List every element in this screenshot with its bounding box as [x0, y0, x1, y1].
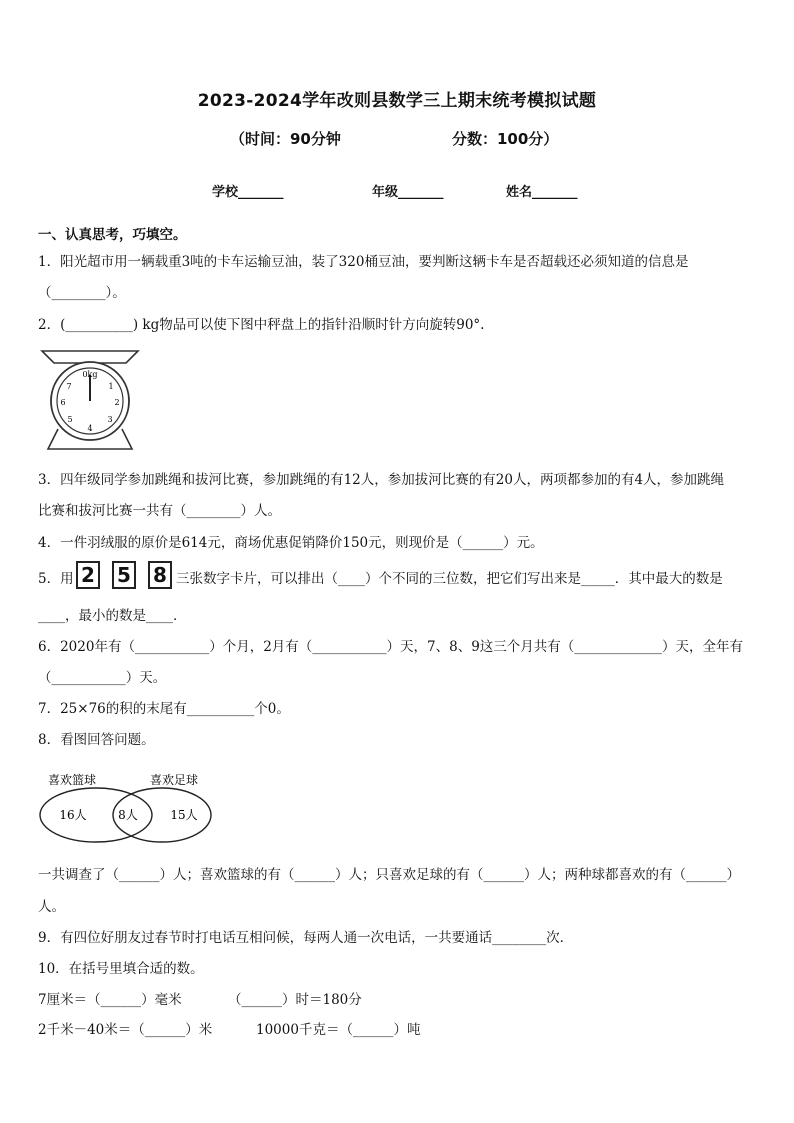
- question-9: 9．有四位好朋友过春节时打电话互相问候，每两人通一次电话，一共要通话________次．: [38, 930, 574, 946]
- section-heading: 一、认真思考，巧填空。: [38, 227, 187, 243]
- question-10: 10．在括号里填合适的数。: [38, 961, 204, 977]
- name-field: 姓名_______: [506, 185, 578, 200]
- question-3-line-2: 比赛和拔河比赛一共有（________）人。: [38, 503, 281, 519]
- question-2: 2．(__________) kg物品可以使下图中秤盘上的指针沿顺时针方向旋转90°.: [38, 317, 485, 333]
- question-10-b: （______）时＝180分: [228, 992, 362, 1008]
- dial-number: 7: [66, 382, 72, 391]
- question-6-line-1: 6．2020年有（___________）个月，2月有（___________）天，7、8、9这三个月共有（_____________）天，全年有: [38, 639, 744, 655]
- question-10-a: 7厘米＝（______）毫米: [38, 992, 182, 1008]
- exam-score: 分数：100分）: [452, 130, 559, 148]
- dial-number: 3: [107, 415, 113, 424]
- dial-number: 5: [67, 415, 73, 424]
- question-4: 4．一件羽绒服的原价是614元，商场优惠促销降价150元，则现价是（______）元。: [38, 535, 544, 551]
- question-10-d: 10000千克＝（______）吨: [256, 1022, 421, 1038]
- dial-number: 4: [87, 424, 93, 433]
- scale-unit-label: 0kg: [82, 370, 98, 379]
- digit-card: 8: [148, 561, 172, 589]
- question-5-prefix: 5．用: [38, 571, 74, 587]
- venn-both: 8人: [118, 808, 138, 822]
- question-8: 8．看图回答问题。: [38, 732, 155, 748]
- grade-field: 年级_______: [372, 185, 444, 200]
- question-8-line-2: 人。: [38, 899, 65, 915]
- dial-number: 6: [60, 398, 66, 407]
- dial-number: 2: [114, 398, 120, 407]
- question-6-line-2: （___________）天。: [38, 670, 167, 686]
- digit-card: 5: [112, 561, 136, 589]
- question-5-line-2: ____，最小的数是____．: [38, 608, 187, 624]
- digit-card: 2: [76, 561, 100, 589]
- exam-time: （时间：90分钟: [230, 130, 341, 148]
- dial-number: 1: [108, 382, 114, 391]
- question-10-c: 2千米－40米＝（______）米: [38, 1022, 213, 1038]
- question-1-line-2: （________）。: [38, 285, 126, 301]
- question-8-line-1: 一共调查了（______）人；喜欢篮球的有（______）人；只喜欢足球的有（______）人；两种球都喜欢的有（______）: [38, 867, 740, 883]
- venn-left-only: 16人: [59, 808, 87, 822]
- exam-title: 2023-2024学年改则县数学三上期末统考模拟试题: [197, 91, 597, 111]
- school-field: 学校_______: [212, 185, 284, 200]
- question-3-line-1: 3．四年级同学参加跳绳和拔河比赛，参加跳绳的有12人，参加拔河比赛的有20人，两项都参加的有4人，参加跳绳: [38, 472, 725, 488]
- venn-diagram: [38, 768, 218, 848]
- venn-right-label: 喜欢足球: [150, 773, 199, 787]
- question-1-line-1: 1．阳光超市用一辆载重3吨的卡车运输豆油，装了320桶豆油，要判断这辆卡车是否超载还必须知道的信息是: [38, 254, 689, 270]
- venn-left-label: 喜欢篮球: [48, 773, 97, 787]
- question-7: 7．25×76的积的末尾有__________个0。: [38, 701, 290, 717]
- question-5-line-1: 三张数字卡片，可以排出（____）个不同的三位数，把它们写出来是_____．其中最大的数是: [176, 571, 723, 587]
- venn-right-only: 15人: [170, 808, 198, 822]
- kitchen-scale-figure: [38, 345, 142, 455]
